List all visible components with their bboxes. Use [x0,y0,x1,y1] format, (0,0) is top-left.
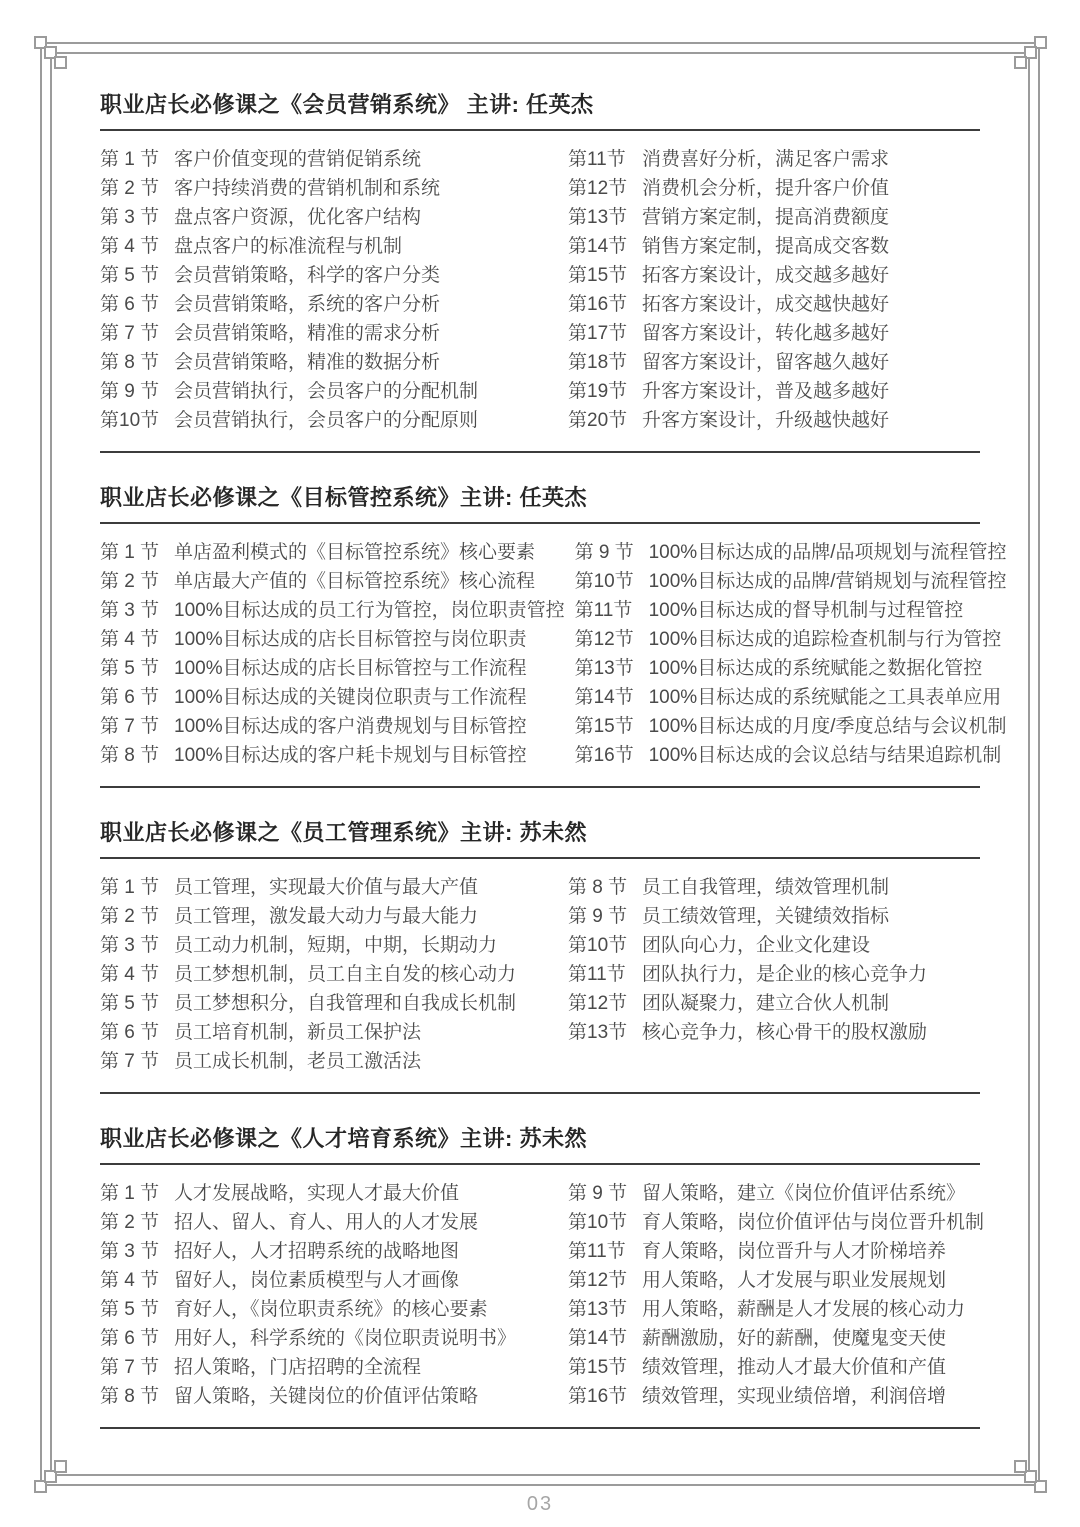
lesson-item [568,290,980,319]
lesson-title: 员工梦想机制，员工自主自发的核心动力 [174,964,517,985]
lesson-number: 第 1 节 [100,877,160,898]
lesson-number: 第11节 [574,600,633,621]
lesson-number: 第15节 [568,1357,628,1378]
lesson-item [100,1353,558,1382]
lesson-item [568,902,980,931]
lesson-title: 用好人，科学系统的《岗位职责说明书》 [174,1328,517,1349]
lesson-columns [100,131,980,453]
lesson-title: 育好人，《岗位职责系统》的核心要素 [174,1299,488,1320]
lesson-number: 第14节 [568,236,628,257]
lesson-title: 100%目标达成的品牌/品项规划与流程管控 [648,542,1007,563]
lesson-columns [100,524,1007,788]
lesson-title: 员工绩效管理，关键绩效指标 [642,906,890,927]
lesson-title: 拓客方案设计，成交越快越好 [642,294,890,315]
lesson-item [100,654,565,683]
lesson-title: 会员营销执行，会员客户的分配原则 [174,410,479,431]
lesson-number: 第10节 [568,935,628,956]
lesson-title: 留好人，岗位素质模型与人才画像 [174,1270,460,1291]
section-title: 职业店长必修课之《人才培育系统》主讲: 苏未然 [100,1124,980,1165]
lesson-item [100,1208,558,1237]
lesson-item [568,377,980,406]
lesson-title: 消费机会分析，提升客户价值 [642,178,890,199]
lesson-number: 第 7 节 [100,1051,160,1072]
corner-square-icon [54,56,67,69]
lesson-item [568,989,980,1018]
lesson-title: 100%目标达成的追踪检查机制与行为管控 [648,629,1002,650]
lesson-item [100,931,558,960]
lesson-number: 第14节 [568,1328,628,1349]
lesson-item [100,174,558,203]
lesson-item [568,1237,984,1266]
lesson-title: 团队凝聚力，建立合伙人机制 [642,993,890,1014]
lesson-title: 会员营销执行，会员客户的分配机制 [174,381,479,402]
lesson-title: 100%目标达成的客户消费规划与目标管控 [174,716,527,737]
lesson-title: 招人策略，门店招聘的全流程 [174,1357,422,1378]
lesson-number: 第13节 [568,1022,628,1043]
lesson-column-right [568,1179,984,1411]
lesson-item [568,203,980,232]
lesson-number: 第12节 [568,178,628,199]
lesson-number: 第16节 [568,294,628,315]
lesson-number: 第 6 节 [100,1022,160,1043]
lesson-title: 员工培育机制，新员工保护法 [174,1022,422,1043]
lesson-number: 第 3 节 [100,207,160,228]
lesson-title: 营销方案定制，提高消费额度 [642,207,890,228]
lesson-item [100,1237,558,1266]
section-title: 职业店长必修课之《目标管控系统》主讲: 任英杰 [100,483,980,524]
lesson-title: 100%目标达成的员工行为管控，岗位职责管控 [174,600,565,621]
lesson-title: 100%目标达成的关键岗位职责与工作流程 [174,687,527,708]
lesson-title: 100%目标达成的督导机制与过程管控 [648,600,964,621]
lesson-title: 招好人，人才招聘系统的战略地图 [174,1241,460,1262]
lesson-column-left [100,145,568,435]
lesson-item [568,1382,984,1411]
lesson-title: 100%目标达成的品牌/营销规划与流程管控 [648,571,1007,592]
lesson-number: 第 9 节 [574,542,634,563]
lesson-number: 第12节 [574,629,634,650]
lesson-title: 育人策略，岗位价值评估与岗位晋升机制 [642,1212,985,1233]
lesson-item [100,1018,558,1047]
lesson-item [100,989,558,1018]
lesson-number: 第10节 [568,1212,628,1233]
lesson-number: 第18节 [568,352,628,373]
lesson-column-right [575,538,1007,770]
lesson-number: 第14节 [574,687,634,708]
lesson-item [100,741,565,770]
lesson-title: 升客方案设计，升级越快越好 [642,410,890,431]
lesson-title: 盘点客户资源，优化客户结构 [174,207,422,228]
lesson-number: 第16节 [574,745,634,766]
lesson-number: 第 6 节 [100,1328,160,1349]
course-section [100,90,980,453]
lesson-title: 会员营销策略，系统的客户分析 [174,294,441,315]
lesson-title: 客户价值变现的营销促销系统 [174,149,422,170]
section-title: 职业店长必修课之《员工管理系统》主讲: 苏未然 [100,818,980,859]
lesson-item [568,1208,984,1237]
lesson-number: 第12节 [568,993,628,1014]
lesson-item [575,654,1007,683]
lesson-number: 第13节 [568,207,628,228]
lesson-item [575,712,1007,741]
lesson-number: 第 3 节 [100,1241,160,1262]
lesson-title: 100%目标达成的店长目标管控与岗位职责 [174,629,527,650]
lesson-number: 第 9 节 [100,381,160,402]
lesson-number: 第10节 [100,410,160,431]
lesson-title: 用人策略，薪酬是人才发展的核心动力 [642,1299,966,1320]
lesson-number: 第 9 节 [568,906,628,927]
lesson-item [568,174,980,203]
lesson-number: 第 5 节 [100,993,160,1014]
lesson-title: 人才发展战略，实现人才最大价值 [174,1183,460,1204]
lesson-number: 第 5 节 [100,658,160,679]
lesson-item [568,319,980,348]
lesson-title: 员工梦想积分，自我管理和自我成长机制 [174,993,517,1014]
lesson-title: 员工管理，实现最大价值与最大产值 [174,877,479,898]
lesson-item [575,596,1007,625]
lesson-number: 第 3 节 [100,600,160,621]
lesson-title: 会员营销策略，科学的客户分类 [174,265,441,286]
lesson-item [100,625,565,654]
lesson-number: 第 2 节 [100,1212,160,1233]
lesson-title: 单店最大产值的《目标管控系统》核心流程 [174,571,536,592]
lesson-title: 留人策略，建立《岗位价值评估系统》 [642,1183,966,1204]
lesson-item [100,203,558,232]
lesson-title: 留客方案设计，转化越多越好 [642,323,890,344]
lesson-title: 销售方案定制，提高成交客数 [642,236,890,257]
lesson-item [568,1295,984,1324]
lesson-number: 第 9 节 [568,1183,628,1204]
lesson-number: 第15节 [568,265,628,286]
lesson-title: 团队向心力，企业文化建设 [642,935,871,956]
lesson-number: 第 7 节 [100,1357,160,1378]
lesson-title: 绩效管理，实现业绩倍增，利润倍增 [642,1386,947,1407]
lesson-item [575,538,1007,567]
lesson-number: 第 5 节 [100,265,160,286]
lesson-title: 员工动力机制，短期，中期，长期动力 [174,935,498,956]
lesson-number: 第 1 节 [100,149,160,170]
lesson-item [568,960,980,989]
lesson-column-right [568,873,980,1076]
lesson-item [100,348,558,377]
lesson-title: 会员营销策略，精准的数据分析 [174,352,441,373]
lesson-item [100,1266,558,1295]
lesson-title: 留人策略，关键岗位的价值评估策略 [174,1386,479,1407]
lesson-item [100,1047,558,1076]
course-section [100,483,1007,788]
lesson-number: 第11节 [568,1241,626,1262]
lesson-number: 第13节 [568,1299,628,1320]
lesson-title: 育人策略，岗位晋升与人才阶梯培养 [642,1241,947,1262]
lesson-item [568,1179,984,1208]
lesson-title: 员工成长机制，老员工激活法 [174,1051,422,1072]
lesson-title: 升客方案设计，普及越多越好 [642,381,890,402]
lesson-columns [100,859,980,1094]
lesson-item [100,873,558,902]
course-section [100,1124,985,1429]
lesson-title: 绩效管理，推动人才最大价值和产值 [642,1357,947,1378]
lesson-title: 核心竞争力，核心骨干的股权激励 [642,1022,928,1043]
lesson-number: 第15节 [574,716,634,737]
page-number: 03 [526,1493,554,1515]
lesson-item [100,290,558,319]
lesson-number: 第 8 节 [100,745,160,766]
lesson-number: 第 1 节 [100,1183,160,1204]
lesson-number: 第 3 节 [100,935,160,956]
lesson-item [100,1324,558,1353]
lesson-item [100,567,565,596]
course-catalog [100,90,1007,1459]
lesson-column-right [568,145,980,435]
lesson-title: 员工管理，激发最大动力与最大能力 [174,906,479,927]
lesson-title: 薪酬激励，好的薪酬，使魔鬼变天使 [642,1328,947,1349]
lesson-number: 第 4 节 [100,236,160,257]
lesson-item [100,538,565,567]
lesson-title: 100%目标达成的系统赋能之工具表单应用 [648,687,1002,708]
lesson-item [100,232,558,261]
corner-square-icon [1014,56,1027,69]
lesson-item [568,145,980,174]
section-title: 职业店长必修课之《会员营销系统》 主讲: 任英杰 [100,90,980,131]
lesson-item [568,348,980,377]
lesson-number: 第 7 节 [100,716,160,737]
lesson-title: 消费喜好分析，满足客户需求 [642,149,890,170]
lesson-title: 拓客方案设计，成交越多越好 [642,265,890,286]
lesson-item [100,406,558,435]
lesson-item [568,232,980,261]
lesson-number: 第12节 [568,1270,628,1291]
lesson-item [100,683,565,712]
lesson-title: 盘点客户的标准流程与机制 [174,236,403,257]
lesson-number: 第11节 [568,149,626,170]
lesson-item [100,712,565,741]
lesson-item [100,261,558,290]
lesson-title: 用人策略，人才发展与职业发展规划 [642,1270,947,1291]
lesson-number: 第19节 [568,381,628,402]
lesson-number: 第20节 [568,410,628,431]
lesson-number: 第10节 [574,571,634,592]
course-section [100,818,980,1094]
lesson-title: 单店盈利模式的《目标管控系统》核心要素 [174,542,536,563]
lesson-item [568,406,980,435]
lesson-number: 第 5 节 [100,1299,160,1320]
lesson-number: 第 1 节 [100,542,160,563]
lesson-number: 第 2 节 [100,906,160,927]
lesson-item [575,625,1007,654]
lesson-title: 会员营销策略，精准的需求分析 [174,323,441,344]
lesson-item [568,261,980,290]
lesson-item [100,960,558,989]
lesson-item [100,1179,558,1208]
lesson-number: 第 4 节 [100,629,160,650]
lesson-title: 留客方案设计，留客越久越好 [642,352,890,373]
lesson-column-left [100,538,575,770]
lesson-item [575,741,1007,770]
lesson-item [568,873,980,902]
lesson-title: 员工自我管理，绩效管理机制 [642,877,890,898]
lesson-column-left [100,1179,568,1411]
lesson-number: 第 8 节 [568,877,628,898]
lesson-item [575,567,1007,596]
lesson-item [568,1266,984,1295]
lesson-item [568,1018,980,1047]
corner-square-icon [54,1460,67,1473]
lesson-number: 第 8 节 [100,1386,160,1407]
lesson-number: 第11节 [568,964,626,985]
lesson-number: 第16节 [568,1386,628,1407]
lesson-number: 第 4 节 [100,1270,160,1291]
lesson-number: 第 7 节 [100,323,160,344]
lesson-number: 第 6 节 [100,687,160,708]
lesson-number: 第17节 [568,323,628,344]
lesson-title: 100%目标达成的店长目标管控与工作流程 [174,658,527,679]
lesson-title: 100%目标达成的系统赋能之数据化管控 [648,658,983,679]
lesson-item [100,145,558,174]
lesson-number: 第 2 节 [100,178,160,199]
lesson-number: 第 4 节 [100,964,160,985]
lesson-item [100,377,558,406]
lesson-item [568,1324,984,1353]
lesson-title: 客户持续消费的营销机制和系统 [174,178,441,199]
lesson-item [568,1353,984,1382]
lesson-item [100,1382,558,1411]
lesson-number: 第 6 节 [100,294,160,315]
lesson-item [100,1295,558,1324]
lesson-item [100,319,558,348]
lesson-number: 第 2 节 [100,571,160,592]
lesson-item [575,683,1007,712]
lesson-title: 100%目标达成的会议总结与结果追踪机制 [648,745,1002,766]
lesson-item [568,931,980,960]
lesson-title: 招人、留人、育人、用人的人才发展 [174,1212,479,1233]
lesson-title: 100%目标达成的客户耗卡规划与目标管控 [174,745,527,766]
lesson-number: 第 8 节 [100,352,160,373]
lesson-item [100,902,558,931]
lesson-item [100,596,565,625]
lesson-title: 团队执行力，是企业的核心竞争力 [642,964,928,985]
lesson-number: 第13节 [574,658,634,679]
lesson-columns [100,1165,985,1429]
lesson-title: 100%目标达成的月度/季度总结与会议机制 [648,716,1007,737]
corner-square-icon [1014,1460,1027,1473]
lesson-column-left [100,873,568,1076]
